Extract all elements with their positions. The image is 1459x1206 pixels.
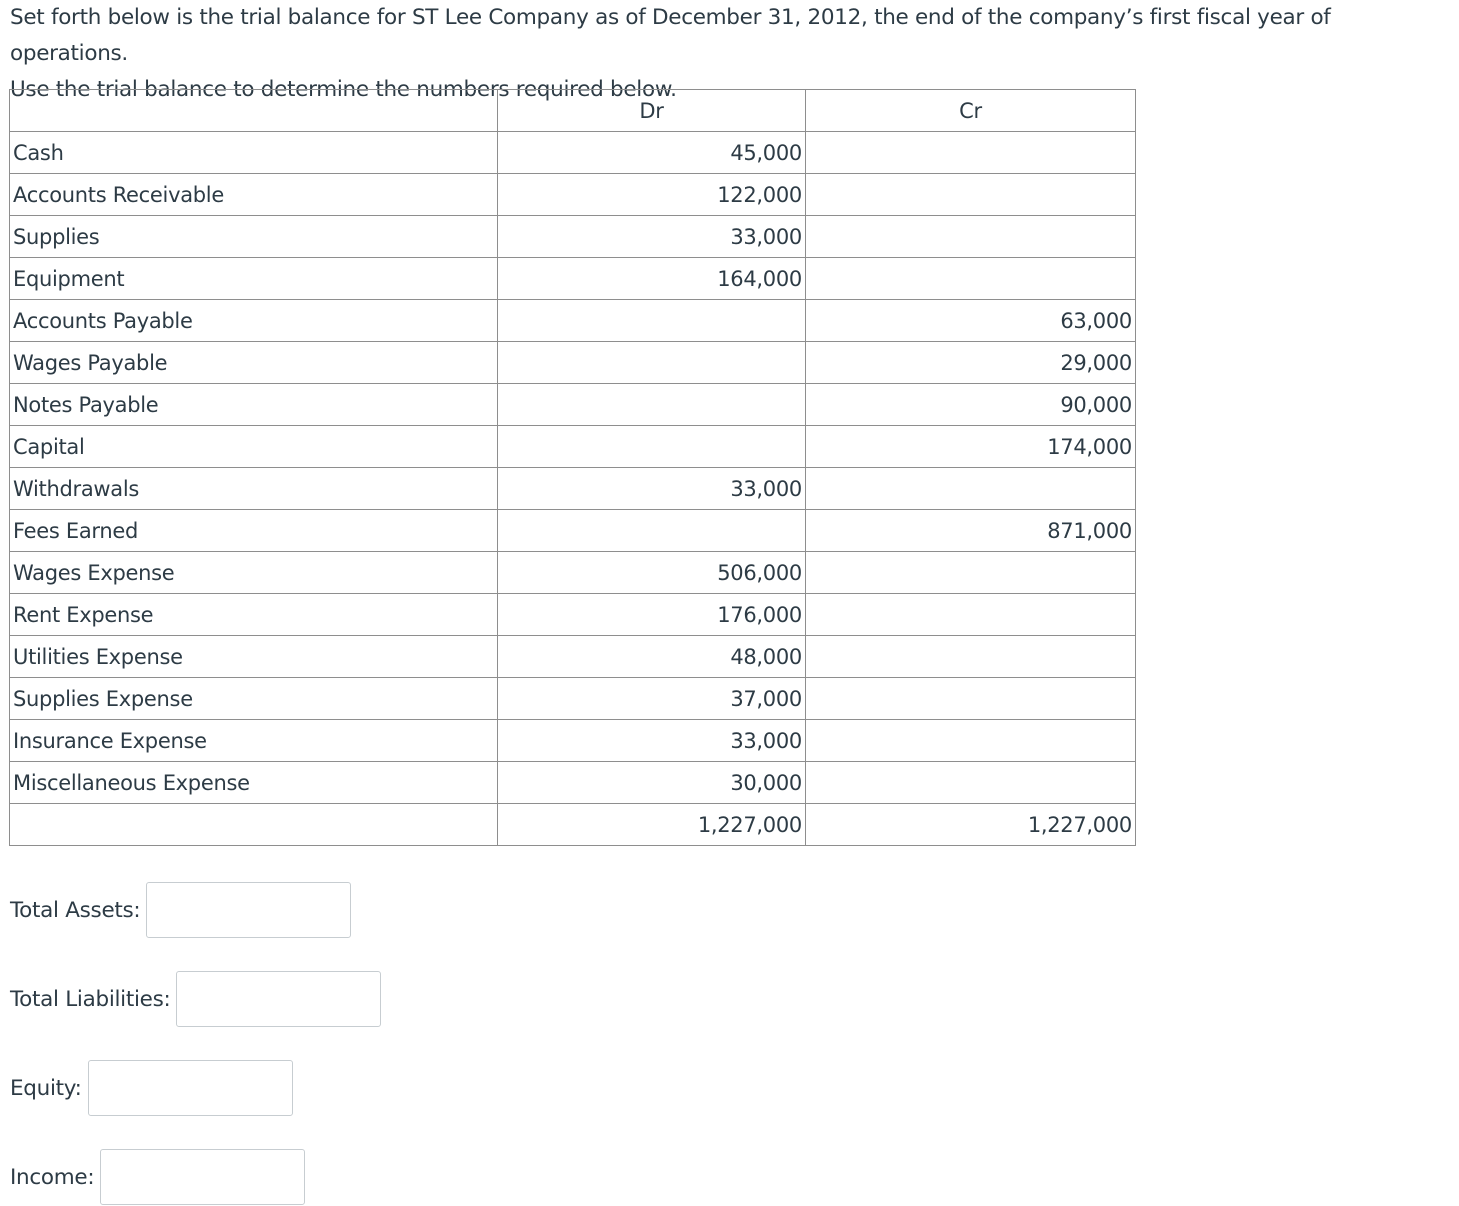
table-row bbox=[10, 426, 1136, 468]
cr-amount bbox=[806, 636, 1136, 678]
total-assets-label: Total Assets: bbox=[10, 897, 141, 923]
cr-amount bbox=[806, 468, 1136, 510]
cr-amount bbox=[806, 132, 1136, 174]
cr-amount: 90,000 bbox=[806, 384, 1136, 426]
equity-row bbox=[10, 1060, 293, 1116]
dr-amount bbox=[498, 426, 806, 468]
dr-amount: 33,000 bbox=[498, 720, 806, 762]
total-liabilities-row bbox=[10, 971, 381, 1027]
dr-amount: 176,000 bbox=[498, 594, 806, 636]
dr-amount: 45,000 bbox=[498, 132, 806, 174]
account-name: Accounts Receivable bbox=[10, 174, 498, 216]
account-name: Miscellaneous Expense bbox=[10, 762, 498, 804]
account-name: Utilities Expense bbox=[10, 636, 498, 678]
dr-total: 1,227,000 bbox=[498, 804, 806, 846]
account-name: Supplies Expense bbox=[10, 678, 498, 720]
account-name: Wages Payable bbox=[10, 342, 498, 384]
table-row bbox=[10, 132, 1136, 174]
account-name: Accounts Payable bbox=[10, 300, 498, 342]
table-row bbox=[10, 510, 1136, 552]
income-row bbox=[10, 1149, 305, 1205]
table-row bbox=[10, 384, 1136, 426]
account-name: Cash bbox=[10, 132, 498, 174]
cr-amount bbox=[806, 720, 1136, 762]
cr-amount bbox=[806, 216, 1136, 258]
dr-amount: 122,000 bbox=[498, 174, 806, 216]
trial-balance-body bbox=[10, 132, 1136, 846]
table-row bbox=[10, 216, 1136, 258]
cr-amount bbox=[806, 552, 1136, 594]
question-line-1: Set forth below is the trial balance for ST Lee Company as of December 31, 2012, the end of the company’s first fiscal year of operations. bbox=[10, 5, 1331, 66]
income-input[interactable] bbox=[100, 1149, 305, 1205]
equity-label: Equity: bbox=[10, 1075, 82, 1101]
table-row bbox=[10, 258, 1136, 300]
account-name: Equipment bbox=[10, 258, 498, 300]
table-row bbox=[10, 636, 1136, 678]
account-name: Capital bbox=[10, 426, 498, 468]
cr-header: Cr bbox=[806, 90, 1136, 132]
cr-amount bbox=[806, 678, 1136, 720]
table-row bbox=[10, 342, 1136, 384]
totals-label bbox=[10, 804, 498, 846]
table-row bbox=[10, 594, 1136, 636]
dr-amount: 164,000 bbox=[498, 258, 806, 300]
dr-amount bbox=[498, 384, 806, 426]
total-assets-row bbox=[10, 882, 351, 938]
cr-amount bbox=[806, 762, 1136, 804]
account-name: Withdrawals bbox=[10, 468, 498, 510]
total-assets-input[interactable] bbox=[146, 882, 351, 938]
account-name: Wages Expense bbox=[10, 552, 498, 594]
account-name: Rent Expense bbox=[10, 594, 498, 636]
cr-amount: 871,000 bbox=[806, 510, 1136, 552]
dr-amount: 33,000 bbox=[498, 468, 806, 510]
dr-amount: 33,000 bbox=[498, 216, 806, 258]
table-row bbox=[10, 468, 1136, 510]
cr-amount bbox=[806, 174, 1136, 216]
trial-balance-table bbox=[9, 89, 1136, 846]
table-row bbox=[10, 720, 1136, 762]
total-liabilities-input[interactable] bbox=[176, 971, 381, 1027]
cr-total: 1,227,000 bbox=[806, 804, 1136, 846]
account-header bbox=[10, 90, 498, 132]
cr-amount bbox=[806, 258, 1136, 300]
income-label: Income: bbox=[10, 1164, 95, 1190]
account-name: Insurance Expense bbox=[10, 720, 498, 762]
cr-amount: 63,000 bbox=[806, 300, 1136, 342]
table-row bbox=[10, 552, 1136, 594]
table-row bbox=[10, 174, 1136, 216]
table-row bbox=[10, 762, 1136, 804]
dr-amount bbox=[498, 342, 806, 384]
equity-input[interactable] bbox=[88, 1060, 293, 1116]
cr-amount: 174,000 bbox=[806, 426, 1136, 468]
account-name: Supplies bbox=[10, 216, 498, 258]
table-row bbox=[10, 300, 1136, 342]
dr-amount: 37,000 bbox=[498, 678, 806, 720]
cr-amount: 29,000 bbox=[806, 342, 1136, 384]
question-line-2: Use the trial balance to determine the numbers required below. bbox=[10, 77, 677, 102]
account-name: Notes Payable bbox=[10, 384, 498, 426]
dr-amount: 48,000 bbox=[498, 636, 806, 678]
header-row bbox=[10, 90, 1136, 132]
totals-row bbox=[10, 804, 1136, 846]
dr-amount bbox=[498, 300, 806, 342]
dr-amount: 30,000 bbox=[498, 762, 806, 804]
total-liabilities-label: Total Liabilities: bbox=[10, 986, 171, 1012]
table-row bbox=[10, 678, 1136, 720]
cr-amount bbox=[806, 594, 1136, 636]
account-name: Fees Earned bbox=[10, 510, 498, 552]
dr-header: Dr bbox=[498, 90, 806, 132]
dr-amount: 506,000 bbox=[498, 552, 806, 594]
dr-amount bbox=[498, 510, 806, 552]
